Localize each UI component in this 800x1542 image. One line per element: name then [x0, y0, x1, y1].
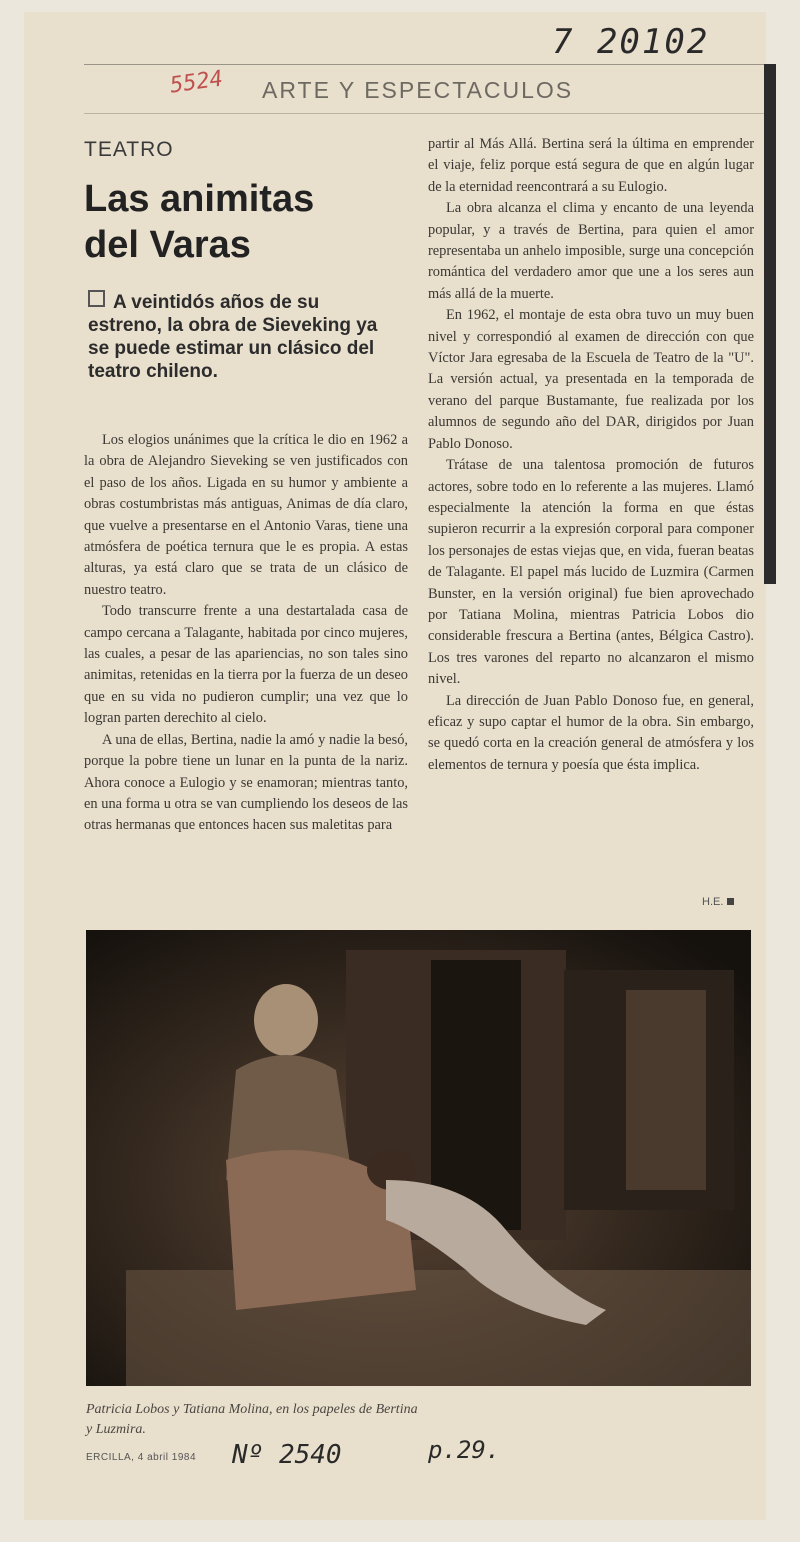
paragraph: La dirección de Juan Pablo Donoso fue, en general, eficaz y supo captar el humor de la obra. Sin embargo, se quedó corta en la creación general de atmósfera y los elementos de ternura y poesía que ésta implica. [428, 692, 754, 773]
author-signature [702, 896, 734, 908]
section-label: ARTE Y ESPECTACULOS [262, 77, 574, 103]
paragraph: Los elogios unánimes que la crítica le dio en 1962 a la obra de Alejandro Sieveking se ven justificados con el paso de los años. Ligada en su humor y ambiente a obras costumbristas más antiguas, Animas de día claro, que vuelve a presentarse en el Antonio Varas, tiene una atmósfera de poética ternura que le es propia. A estas alturas, ya está claro que se trata de un clásico de nuestro teatro. [84, 432, 408, 598]
end-mark-icon [727, 898, 734, 905]
handwritten-page: p.29. [428, 1436, 501, 1464]
margin-bar [764, 64, 776, 584]
article-column-2 [428, 134, 754, 776]
handwritten-number: Nº 2540 [232, 1440, 342, 1470]
article-column-1 [84, 430, 408, 837]
section-header [84, 64, 764, 114]
article-deck [88, 290, 388, 383]
headline-line-1: Las animitas [84, 178, 315, 220]
paragraph: Trátase de una talentosa promoción de futuros actores, sobre todo en lo referente a las mujeres. Llamó especialmente la atención la forma en que éstas supieron recurrir a la expresión corporal para componer los personajes de estas viejas que, en vida, fueran beatas de Talagante. El papel más lucido de Luzmira (Carmen Bunster, en la versión original) fue bien aprovechado por Tatiana Molina, mientras Patricia Lobos dio considerable frescura a Bertina (antes, Bélgica Castro). Los tres varones del reparto no alcanzaron el mismo nivel. [428, 457, 754, 688]
handwritten-red-mark: 5524 [168, 66, 225, 99]
signature-text: H.E. [702, 896, 724, 908]
square-bullet-icon [88, 290, 105, 307]
deck-text: A veintidós años de su estreno, la obra de Sieveking ya se puede estimar un clásico del teatro chileno. [88, 292, 378, 382]
photo-caption: Patricia Lobos y Tatiana Molina, en los papeles de Bertina y Luzmira. [86, 1402, 418, 1437]
paragraph: La obra alcanza el clima y encanto de una leyenda popular, y a través de Bertina, para quien el amor representaba un anhelo imposible, surge una concepción romántica del verdadero amor que une a los seres aun más allá de la muerte. [428, 200, 754, 302]
stage-photo-illustration [86, 930, 751, 1386]
paragraph: En 1962, el montaje de esta obra tuvo un muy buen nivel y correspondió al examen de dirección con que Víctor Jara egresaba de la Escuela de Teatro de la "U". La versión actual, ya presentada en la temporada de verano del parque Bustamante, fue realizada por los alumnos de segundo año del DAR, dirigidos por Juan Pablo Donoso. [428, 307, 754, 452]
article-kicker: TEATRO [84, 138, 174, 161]
paragraph: A una de ellas, Bertina, nadie la amó y nadie la besó, porque la pobre tiene un lunar en la punta de la nariz. Ahora conoce a Eulogio y se enamoran; mientras tanto, en una forma u otra se van cumpliendo los deseos de las otras hermanas que entonces hacen sus maletitas para [84, 731, 408, 834]
stage-photo [86, 930, 751, 1386]
handwritten-archive-number: 7 20102 [552, 22, 710, 62]
paragraph: partir al Más Allá. Bertina será la última en emprender el viaje, feliz porque está segura de que en algún lugar de la eternidad reencontrará a su Eulogio. [428, 136, 754, 195]
headline-line-2: del Varas [84, 224, 251, 266]
publication-credit: ERCILLA, 4 abril 1984 [86, 1452, 197, 1463]
paragraph: Todo transcurre frente a una destartalada casa de campo cercana a Talagante, habitada por cinco mujeres, las cuales, a pesar de las apariencias, no son tales sino animitas, retenidas en la tierra por la fuerza de un deseo que en su vida no pudieron cumplir; una vez que lo logran parten derechito al cielo. [84, 603, 408, 727]
article-headline [84, 176, 404, 268]
